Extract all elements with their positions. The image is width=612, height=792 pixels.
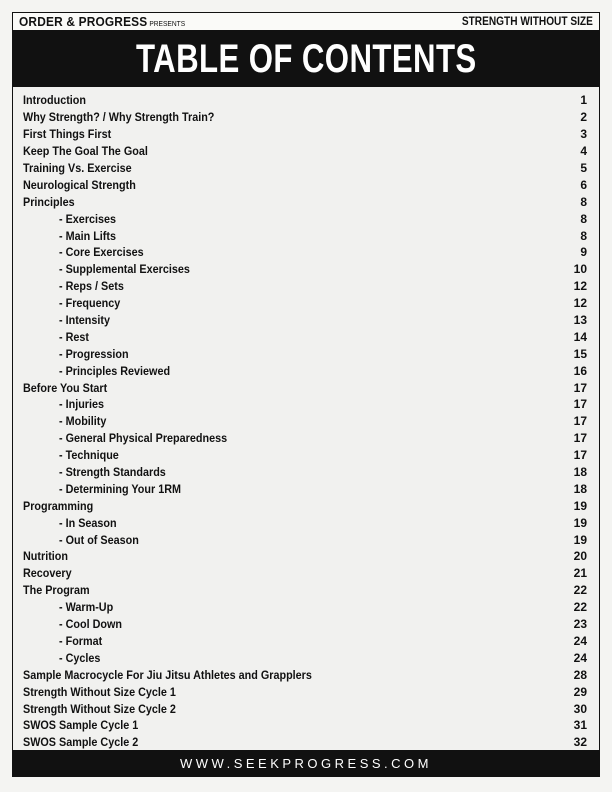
- toc-entry[interactable]: [23, 109, 587, 126]
- toc-entry-label: - Supplemental Exercises: [59, 262, 190, 277]
- toc-subentry[interactable]: [23, 328, 587, 345]
- toc-page-number: 29: [573, 684, 587, 699]
- brand-line: [19, 15, 185, 29]
- toc-entry-label: Strength Without Size Cycle 1: [23, 684, 176, 699]
- toc-entry-label: - Technique: [59, 448, 119, 463]
- toc-entry-label: Introduction: [23, 93, 86, 108]
- toc-entry[interactable]: [23, 92, 587, 109]
- toc-page-number: 17: [573, 380, 587, 395]
- toc-page-number: 17: [573, 414, 587, 429]
- toc-page-number: 3: [580, 127, 587, 142]
- toc-entry-label: - Principles Reviewed: [59, 363, 171, 378]
- toc-page-number: 31: [573, 718, 587, 733]
- toc-entry[interactable]: [23, 666, 587, 683]
- toc-subentry[interactable]: [23, 649, 587, 666]
- toc-entry-label: Keep The Goal The Goal: [23, 144, 148, 159]
- toc-page-number: 23: [573, 617, 587, 632]
- toc-entry-label: Neurological Strength: [23, 177, 136, 192]
- toc-entry[interactable]: [23, 143, 587, 160]
- toc-page-number: 13: [573, 313, 587, 328]
- toc-entry-label: - General Physical Preparedness: [59, 431, 228, 446]
- toc-entry-label: Programming: [23, 498, 94, 513]
- toc-page-number: 17: [573, 431, 587, 446]
- toc-entry[interactable]: [23, 717, 587, 734]
- toc-entry-label: - Reps / Sets: [59, 279, 124, 294]
- toc-entry-label: - Strength Standards: [59, 465, 166, 480]
- toc-page-number: 6: [580, 177, 587, 192]
- toc-entry-label: Training Vs. Exercise: [23, 161, 132, 175]
- toc-entry-label: - Format: [59, 633, 103, 648]
- toc-entry-label: - Rest: [59, 329, 90, 344]
- toc-page-number: 10: [573, 262, 587, 277]
- toc-entry[interactable]: [23, 700, 587, 717]
- toc-subentry[interactable]: [23, 633, 587, 650]
- toc-page-number: 8: [580, 194, 587, 209]
- toc-page-number: 14: [573, 329, 587, 344]
- toc-page-number: 18: [573, 465, 587, 480]
- toc-entry-label: - Injuries: [59, 397, 105, 412]
- toc-entry-label: First Things First: [23, 127, 112, 142]
- toc-page-number: 1: [580, 93, 587, 108]
- toc-page-number: 22: [573, 583, 587, 598]
- toc-subentry[interactable]: [23, 480, 587, 497]
- table-of-contents: [23, 92, 587, 751]
- toc-subentry[interactable]: [23, 210, 587, 227]
- toc-entry[interactable]: [23, 582, 587, 599]
- toc-entry-label: - Determining Your 1RM: [59, 481, 182, 496]
- brand-name: ORDER & PROGRESS: [19, 14, 148, 29]
- toc-page-number: 32: [573, 735, 587, 750]
- toc-page-number: 30: [573, 701, 587, 716]
- toc-subentry[interactable]: [23, 430, 587, 447]
- toc-page-number: 19: [573, 498, 587, 513]
- toc-entry-label: - In Season: [59, 515, 117, 530]
- toc-subentry[interactable]: [23, 227, 587, 244]
- toc-entry-label: - Cool Down: [59, 617, 122, 632]
- toc-subentry[interactable]: [23, 244, 587, 261]
- toc-entry-label: Strength Without Size Cycle 2: [23, 701, 176, 716]
- title-bar: [13, 31, 599, 87]
- toc-entry[interactable]: [23, 126, 587, 143]
- toc-page-number: 12: [573, 296, 587, 311]
- toc-subentry[interactable]: [23, 599, 587, 616]
- toc-page-number: 9: [580, 245, 587, 260]
- toc-subentry[interactable]: [23, 312, 587, 329]
- footer-bar: [13, 750, 599, 776]
- toc-entry[interactable]: [23, 176, 587, 193]
- toc-entry-label: Principles: [23, 194, 75, 209]
- toc-page-number: 17: [573, 448, 587, 463]
- toc-subentry[interactable]: [23, 514, 587, 531]
- toc-page-number: 16: [573, 363, 587, 378]
- header-bar: [13, 13, 599, 31]
- toc-entry[interactable]: [23, 160, 587, 177]
- toc-page-number: 5: [580, 161, 587, 175]
- toc-subentry[interactable]: [23, 345, 587, 362]
- toc-page-number: 24: [573, 650, 587, 665]
- toc-page-number: 17: [573, 397, 587, 412]
- toc-entry-label: - Frequency: [59, 296, 121, 311]
- toc-page-number: 15: [573, 346, 587, 361]
- toc-page-number: 18: [573, 481, 587, 496]
- toc-subentry[interactable]: [23, 447, 587, 464]
- toc-entry-label: The Program: [23, 583, 90, 598]
- toc-subentry[interactable]: [23, 616, 587, 633]
- toc-page-number: 20: [573, 549, 587, 564]
- document-subtitle: STRENGTH WITHOUT SIZE: [462, 15, 593, 28]
- toc-entry-label: - Main Lifts: [59, 228, 116, 243]
- toc-page-number: 19: [573, 515, 587, 530]
- toc-entry-label: Nutrition: [23, 549, 68, 564]
- toc-page-number: 12: [573, 279, 587, 294]
- toc-entry[interactable]: [23, 379, 587, 396]
- toc-entry-label: Why Strength? / Why Strength Train?: [23, 110, 215, 125]
- toc-page-number: 24: [573, 633, 587, 648]
- toc-subentry[interactable]: [23, 261, 587, 278]
- toc-entry[interactable]: [23, 193, 587, 210]
- website-url[interactable]: WWW.SEEKPROGRESS.COM: [179, 755, 432, 771]
- toc-page-number: 28: [573, 667, 587, 682]
- page-frame: [12, 12, 600, 777]
- toc-entry[interactable]: [23, 497, 587, 514]
- toc-page-number: 19: [573, 532, 587, 547]
- toc-entry-label: SWOS Sample Cycle 1: [23, 718, 139, 733]
- toc-subentry[interactable]: [23, 464, 587, 481]
- presents-label: PRESENTS: [149, 20, 186, 28]
- toc-page-number: 8: [580, 211, 587, 226]
- toc-entry-label: - Mobility: [59, 414, 107, 429]
- toc-entry-label: - Progression: [59, 346, 129, 361]
- toc-subentry[interactable]: [23, 413, 587, 430]
- toc-entry-label: - Core Exercises: [59, 245, 144, 260]
- toc-entry-label: - Intensity: [59, 313, 111, 328]
- toc-page-number: 22: [573, 600, 587, 615]
- toc-subentry[interactable]: [23, 396, 587, 413]
- toc-entry[interactable]: [23, 683, 587, 700]
- toc-page-number: 4: [580, 144, 587, 159]
- toc-entry-label: Sample Macrocycle For Jiu Jitsu Athletes and Grapplers: [23, 667, 312, 682]
- page-title: TABLE OF CONTENTS: [135, 37, 477, 81]
- toc-entry[interactable]: [23, 548, 587, 565]
- toc-entry-label: Recovery: [23, 566, 72, 581]
- toc-entry-label: - Cycles: [59, 650, 101, 665]
- toc-subentry[interactable]: [23, 531, 587, 548]
- toc-entry-label: - Exercises: [59, 211, 117, 226]
- toc-entry-label: - Warm-Up: [59, 600, 114, 615]
- toc-subentry[interactable]: [23, 278, 587, 295]
- toc-entry-label: SWOS Sample Cycle 2: [23, 735, 139, 750]
- toc-page-number: 2: [580, 110, 587, 125]
- toc-entry[interactable]: [23, 734, 587, 751]
- toc-page-number: 8: [580, 228, 587, 243]
- toc-entry-label: - Out of Season: [59, 532, 139, 547]
- toc-entry-label: Before You Start: [23, 380, 108, 395]
- toc-subentry[interactable]: [23, 295, 587, 312]
- toc-entry[interactable]: [23, 565, 587, 582]
- toc-subentry[interactable]: [23, 362, 587, 379]
- toc-page-number: 21: [573, 566, 587, 581]
